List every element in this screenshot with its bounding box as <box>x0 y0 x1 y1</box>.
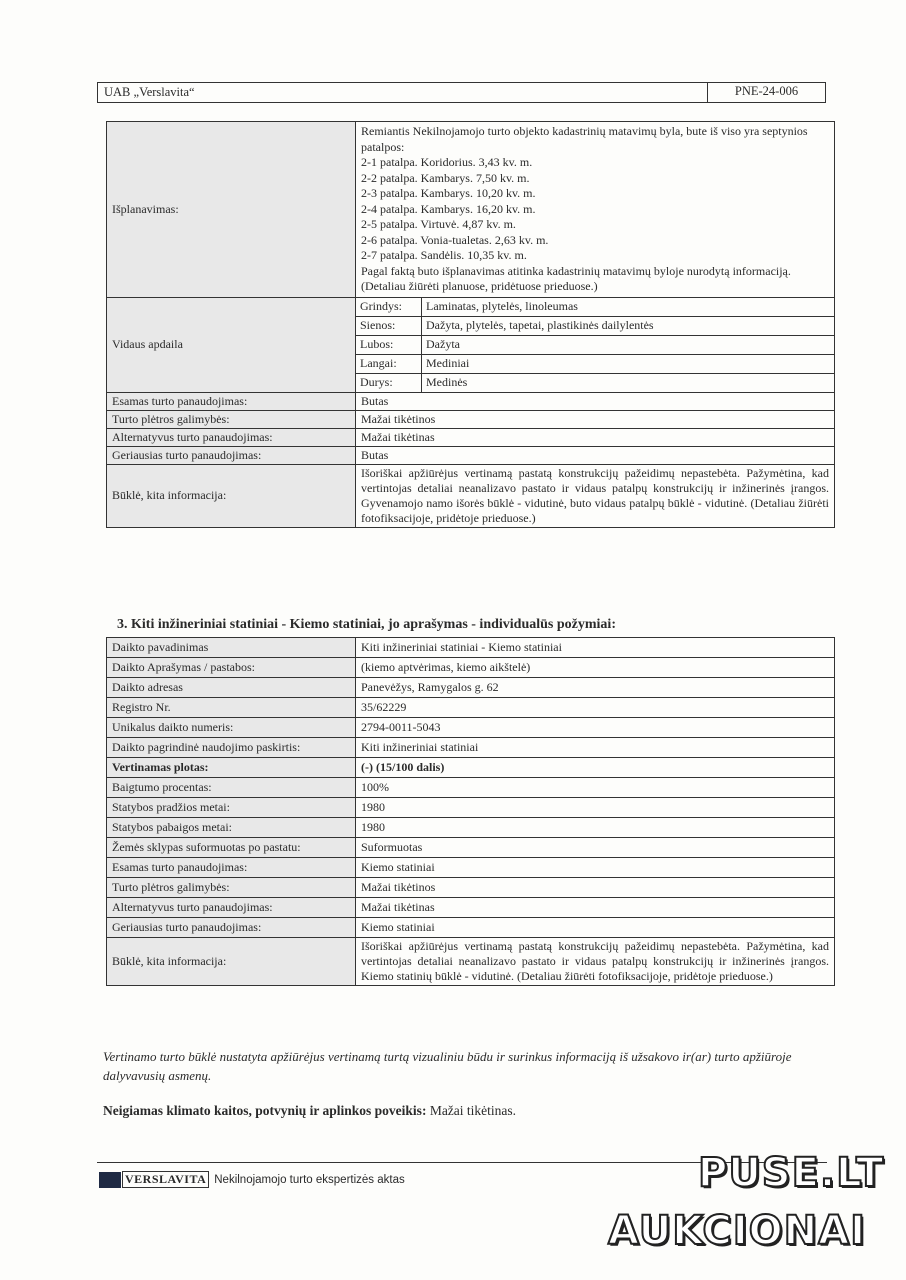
row-label: Daikto pagrindinė naudojimo paskirtis: <box>107 738 356 758</box>
row-label: Žemės sklypas suformuotas po pastatu: <box>107 838 356 858</box>
room-item: 2-3 patalpa. Kambarys. 10,20 kv. m. <box>361 186 536 200</box>
layout-intro: Remiantis Nekilnojamojo turto objekto kadastrinių matavimų byla, bute iš viso yra septynios patalpos: <box>361 124 808 154</box>
finish-value: Mediniai <box>422 354 835 373</box>
row-value: Mažai tikėtinos <box>356 410 835 428</box>
row-value: Kiemo statiniai <box>356 918 835 938</box>
row-label: Daikto Aprašymas / pastabos: <box>107 658 356 678</box>
room-item: 2-1 patalpa. Koridorius. 3,43 kv. m. <box>361 155 533 169</box>
row-value: (-) (15/100 dalis) <box>356 758 835 778</box>
page-header <box>97 82 826 103</box>
condition-text: Išoriškai apžiūrėjus vertinamą pastatą konstrukcijų pažeidimų nepastebėta. Pažymėtina, kad vertintojas detaliai neanalizavo pastato ir vidaus patalpų konstrukcijų ir inžinerinės įrangos. Kiemo statinių būklė - vidutinė. (Detaliau žiūrėti fotofiksacijoje, pridėtoje prieduose.) <box>356 938 835 986</box>
row-value: Kiti inžineriniai statiniai - Kiemo statiniai <box>356 638 835 658</box>
condition-note: Vertinamo turto būklė nustatyta apžiūrėjus vertinamą turtą vizualiniu būdu ir surinkus informaciją iš užsakovo ir(ar) turto apžiūroje dalyvavusių asmenų. <box>103 1049 792 1083</box>
finish-label: Vidaus apdaila <box>107 297 356 392</box>
finish-table <box>356 298 834 392</box>
row-label: Esamas turto panaudojimas: <box>107 858 356 878</box>
row-label: Esamas turto panaudojimas: <box>107 392 356 410</box>
company-name: UAB „Verslavita“ <box>98 83 708 102</box>
finish-value: Dažyta, plytelės, tapetai, plastikinės dailylentės <box>422 316 835 335</box>
row-label: Turto plėtros galimybės: <box>107 878 356 898</box>
row-value: 1980 <box>356 798 835 818</box>
condition-label: Būklė, kita informacija: <box>107 938 356 986</box>
finish-cell <box>356 297 835 392</box>
yard-structures-table <box>106 637 835 986</box>
row-value: 35/62229 <box>356 698 835 718</box>
row-label: Statybos pabaigos metai: <box>107 818 356 838</box>
footer-description: Nekilnojamojo turto ekspertizės aktas <box>214 1173 405 1186</box>
row-label: Daikto pavadinimas <box>107 638 356 658</box>
row-label: Baigtumo procentas: <box>107 778 356 798</box>
layout-label: Išplanavimas: <box>107 122 356 298</box>
row-value: Mažai tikėtinas <box>356 428 835 446</box>
finish-value: Dažyta <box>422 335 835 354</box>
finish-key: Grindys: <box>356 298 422 317</box>
finish-key: Lubos: <box>356 335 422 354</box>
row-value: Mažai tikėtinos <box>356 878 835 898</box>
row-value: Kiemo statiniai <box>356 858 835 878</box>
row-label: Geriausias turto panaudojimas: <box>107 446 356 464</box>
row-label: Registro Nr. <box>107 698 356 718</box>
row-value: Butas <box>356 392 835 410</box>
finish-key: Langai: <box>356 354 422 373</box>
climate-impact <box>103 1103 516 1119</box>
row-label: Vertinamas plotas: <box>107 758 356 778</box>
row-value: 2794-0011-5043 <box>356 718 835 738</box>
finish-value: Medinės <box>426 375 468 389</box>
watermark-line-2: AUKCIONAI <box>608 1208 866 1254</box>
row-value: 100% <box>356 778 835 798</box>
row-label: Turto plėtros galimybės: <box>107 410 356 428</box>
logo-icon <box>99 1172 121 1188</box>
condition-label: Būklė, kita informacija: <box>107 464 356 527</box>
finish-key: Sienos: <box>356 316 422 335</box>
row-label: Statybos pradžios metai: <box>107 798 356 818</box>
logo-text: VERSLAVITA <box>122 1171 209 1188</box>
document-code: PNE-24-006 <box>734 84 799 98</box>
row-label: Daikto adresas <box>107 678 356 698</box>
condition-text: Išoriškai apžiūrėjus vertinamą pastatą konstrukcijų pažeidimų nepastebėta. Pažymėtina, kad vertintojas detaliai neanalizavo pastato ir vidaus patalpų konstrukcijų ir inžinerinės įrangos. Gyvenamojo namo išorės būklė - vidutinė, buto vidaus patalpų būklė - vidutinė. (Detaliau žiūrėti fotofiksacijoje, pridėtoje prieduose.) <box>356 464 835 527</box>
row-value: 1980 <box>356 818 835 838</box>
footer <box>99 1171 405 1188</box>
row-value: Suformuotas <box>356 838 835 858</box>
row-value: Butas <box>356 446 835 464</box>
climate-impact-label: Neigiamas klimato kaitos, potvynių ir aplinkos poveikis: <box>103 1103 427 1118</box>
room-item: 2-5 patalpa. Virtuvė. 4,87 kv. m. <box>361 217 516 231</box>
row-value: Kiti inžineriniai statiniai <box>356 738 835 758</box>
room-item: 2-2 patalpa. Kambarys. 7,50 kv. m. <box>361 170 530 185</box>
watermark-line-1: PUSE.LT <box>698 1150 885 1196</box>
layout-note: Pagal faktą buto išplanavimas atitinka kadastrinių matavimų byloje nurodytą informaciją. (Detaliau žiūrėti planuose, pridėtuose prieduose.) <box>361 263 791 293</box>
layout-cell <box>356 122 835 298</box>
row-value: Panevėžys, Ramygalos g. 62 <box>356 678 835 698</box>
room-item: 2-4 patalpa. Kambarys. 16,20 kv. m. <box>361 201 536 216</box>
finish-value: Laminatas, plytelės, linoleumas <box>422 298 835 317</box>
climate-impact-value: Mažai tikėtinas. <box>429 1103 517 1118</box>
section-3-title: 3. Kiti inžineriniai statiniai - Kiemo statiniai, jo aprašymas - individualūs požymiai: <box>117 617 616 632</box>
row-label: Unikalus daikto numeris: <box>107 718 356 738</box>
row-label: Alternatyvus turto panaudojimas: <box>107 898 356 918</box>
room-item: 2-7 patalpa. Sandėlis. 10,35 kv. m. <box>361 248 527 262</box>
finish-key: Durys: <box>356 373 422 392</box>
row-value: (kiemo aptvėrimas, kiemo aikštelė) <box>356 658 835 678</box>
row-label: Alternatyvus turto panaudojimas: <box>107 428 356 446</box>
row-value: Mažai tikėtinas <box>356 898 835 918</box>
row-label: Geriausias turto panaudojimas: <box>107 918 356 938</box>
apartment-table <box>106 121 835 528</box>
room-item: 2-6 patalpa. Vonia-tualetas. 2,63 kv. m. <box>361 232 549 247</box>
